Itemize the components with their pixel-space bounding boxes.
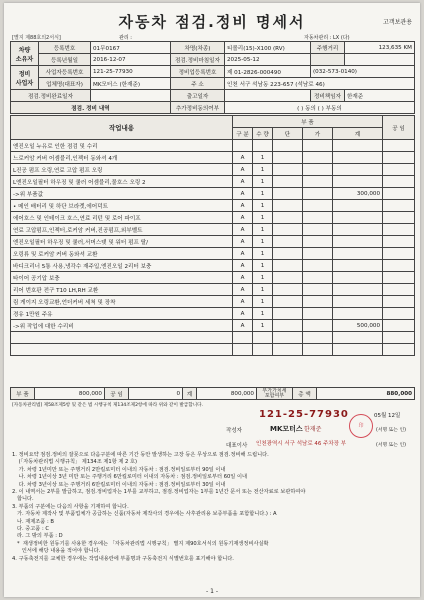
biz-no-label: 사업자등록번호 (39, 66, 91, 78)
price-cell (303, 320, 333, 332)
amount-cell (333, 236, 383, 248)
kind-cell: A (233, 212, 253, 224)
info-table (10, 41, 415, 114)
table-row (11, 296, 415, 308)
amount-cell (333, 164, 383, 176)
unit-cell (273, 164, 303, 176)
work-table (10, 115, 415, 356)
note-line: 가. 차령 1년미만 또는 주행거리 2만킬로미터 이내의 자동차 : 점검.정비일로부터 90일 이내 (12, 466, 226, 473)
labor-cell (383, 272, 415, 284)
work-cell: 엔진오일필터 하우징 및 쿨러,서머스탯 및 워터 펌프 탈/ (11, 236, 233, 248)
labor-cell (383, 212, 415, 224)
finish-date-value: 2025-05-12 (225, 54, 311, 66)
kind-cell (233, 332, 253, 344)
unit-cell (273, 248, 303, 260)
qty-cell: 1 (253, 308, 273, 320)
labor-cell (383, 284, 415, 296)
work-cell: • 메인 배터리 및 하단 브라켓,에어덕트 (11, 200, 233, 212)
kind-cell: A (233, 284, 253, 296)
note-line: (「자동차관리법 시행규칙」 제134조 제1항 제 2 호) (12, 459, 137, 466)
shop-reg-value: 제 01-2826-000490 (225, 66, 311, 78)
labor-cell (383, 320, 415, 332)
qty-cell: 1 (253, 152, 273, 164)
work-cell: 느로커암 커버 어셈블리,인젝터 동와셔 4개 (11, 152, 233, 164)
kind-cell: A (233, 152, 253, 164)
note-line: 다. 차령 3년이상 또는 주행거리 6만킬로미터 이내의 자동차 : 점검.정비일로부터 30일 이내 (12, 481, 226, 488)
price-cell (303, 212, 333, 224)
work-cell (11, 332, 233, 344)
labor-cell (383, 344, 415, 356)
vat-label: 부가가치세 포함여부 (257, 388, 293, 400)
amount-cell (333, 248, 383, 260)
amount-cell (333, 140, 383, 152)
mileage-value: 123,635 KM (345, 42, 415, 54)
table-row (11, 224, 415, 236)
table-row (11, 272, 415, 284)
kind-cell: A (233, 164, 253, 176)
note-line: 2. 이 내역서는 2부를 발급하고, 점검.정비업자는 1부를 교부하고, 점검.정비업자는 1부를 1년간 문서 또는 전산자료로 보관하여야 (12, 489, 306, 496)
labor-cell (383, 188, 415, 200)
unit-cell (273, 344, 303, 356)
price-cell (303, 248, 333, 260)
labor-cell (383, 152, 415, 164)
address-stamp: 인천광역시 서구 석남로 46 주차장 부 (256, 441, 347, 447)
worker-label: 점검.정비완료일자 (11, 90, 91, 102)
table-row (11, 332, 415, 344)
manager-label: 정비책임자 (311, 90, 345, 102)
kind-cell: A (233, 236, 253, 248)
table-row (11, 344, 415, 356)
price-cell (303, 200, 333, 212)
qty-cell: 1 (253, 260, 273, 272)
out-date-label: 출고일자 (171, 90, 225, 102)
qty-cell (253, 344, 273, 356)
qty-cell: 1 (253, 200, 273, 212)
shop-side-label: 정비 사업자 (11, 66, 39, 90)
price-cell (303, 152, 333, 164)
unit-cell (273, 176, 303, 188)
price-cell (303, 260, 333, 272)
parts-header: 부 품 (233, 116, 383, 128)
amount-cell (333, 200, 383, 212)
qty-cell: 1 (253, 248, 273, 260)
unit-cell (273, 188, 303, 200)
reg-no-label: 등록번호 (39, 42, 91, 54)
work-cell: ->위 작업에 대한 수리비 (11, 320, 233, 332)
note-line: * 재생정비한 원동기를 사용한 경우에는 「자동차관리법 시행규칙」 별지 제90호서식의 원동기재생정비사실확 (12, 540, 269, 547)
qty-cell: 1 (253, 272, 273, 284)
note-line: 가. 자동차 제작사 및 부품업체가 공급하는 신품(자동차 제작사의 경우에는 사후관리용 보증부품을 포함합니다.) : A (12, 511, 277, 518)
table-row (11, 152, 415, 164)
biz-no-value: 121-25-77930 (91, 66, 171, 78)
unit-cell (273, 224, 303, 236)
amount-cell (333, 332, 383, 344)
work-cell: 오링류 및 로커암 커버 동와셔 교환 (11, 248, 233, 260)
qty-cell: 1 (253, 320, 273, 332)
extra-consent-options: ( ) 동의 ( ) 부동의 (225, 102, 415, 114)
price-cell (303, 224, 333, 236)
labor-cell (383, 224, 415, 236)
price-cell (303, 164, 333, 176)
note-line: 합니다. (12, 496, 34, 503)
doc-number-label: 관리 : (119, 35, 132, 41)
qty-cell: 1 (253, 212, 273, 224)
table-row (11, 236, 415, 248)
kind-cell: A (233, 200, 253, 212)
amount-cell (333, 272, 383, 284)
labor-cell (383, 164, 415, 176)
note-line: 나. 재제조품 : B (12, 518, 54, 525)
work-cell: 타이어 공기압 보충 (11, 272, 233, 284)
kind-cell (233, 344, 253, 356)
unit-cell (273, 236, 303, 248)
work-cell: L진공 펌프 오링,연료 고압 펌프 오링 (11, 164, 233, 176)
total-header: 계 (333, 128, 383, 140)
table-row (11, 140, 415, 152)
kind-cell: A (233, 176, 253, 188)
mileage-label: 주행거리 (311, 42, 345, 54)
issue-date: 05월 12일 (374, 413, 401, 419)
qty-header: 수 량 (253, 128, 273, 140)
shop-phone: (032-573-0140) (311, 66, 415, 78)
work-cell: 바디크리너 5통 사용,냉각수 재주입,엔진오일 2리터 보충 (11, 260, 233, 272)
unit-cell (273, 284, 303, 296)
kind-cell: A (233, 320, 253, 332)
reg-date-label: 등록년월일 (39, 54, 91, 66)
work-cell: 연료 고압펌프,인젝터,로커암 커버,진공펌프,외부벨트 (11, 224, 233, 236)
kind-cell: A (233, 224, 253, 236)
labor-total-label: 공 임 (105, 388, 129, 400)
form-number: [별지 제88호의2서식] (12, 35, 61, 41)
work-cell: L엔진오일필터 하우징 및 쿨러 어셈블리,물호스 오링 2 (11, 176, 233, 188)
address-label: 주 소 (171, 78, 225, 90)
amount-cell (333, 260, 383, 272)
writer-label: 작성자 (226, 428, 242, 434)
table-row (11, 200, 415, 212)
table-row (11, 164, 415, 176)
extra-consent-label: 추가정비동의여부 (171, 102, 225, 114)
totals-table: 부 품 800,000 공 임 0 계 800,000 부가가치세 포함여부 총 액 880,000 (10, 387, 415, 400)
company-seal: 印 (349, 414, 373, 438)
labor-cell (383, 332, 415, 344)
stamp-shop-name: MK모터스 (270, 425, 303, 433)
note-line: 나. 차령 1년이상 3년 미만 또는 주행거리 6만킬로미터 이내의 자동차 : 점검.정비일로부터 60일 이내 (12, 474, 247, 481)
signature: 한재준 (304, 426, 322, 433)
page-footer: - 1 - (206, 588, 218, 595)
kind-cell (233, 140, 253, 152)
mid-total-value: 800,000 (197, 388, 257, 400)
finish-date-label: 점검.정비마침일자 (171, 54, 225, 66)
unit-cell (273, 200, 303, 212)
kind-cell: A (233, 308, 253, 320)
price-cell (303, 344, 333, 356)
parts-total-label: 부 품 (11, 388, 35, 400)
reg-no-value: 01무0167 (91, 42, 171, 54)
qty-cell: 1 (253, 236, 273, 248)
price-cell (303, 176, 333, 188)
work-cell: 림 게이지 오링교환,언더커버 세척 및 장착 (11, 296, 233, 308)
qty-cell: 1 (253, 224, 273, 236)
work-cell: 엔진오일 누유로 인한 점검 및 수리 (11, 140, 233, 152)
amount-cell (333, 212, 383, 224)
note-line: 인서에 해당 내용을 적어야 합니다. (12, 548, 101, 555)
labor-cell (383, 236, 415, 248)
labor-cell (383, 176, 415, 188)
note-line: 4. 구동축전지를 교체한 경우에는 작업내용란에 부품명과 구동축전지 식별번호를 표기해야 합니다. (12, 555, 234, 562)
shop-name-value: MK모터스 (한재준) (91, 78, 171, 90)
manager-value: 한재준 (345, 90, 415, 102)
unit-cell (273, 320, 303, 332)
legal-note: [자동차관리법] 제58조제5항 및 같은 법 시행규칙 제134조제2항에 따라 위와 같이 발급합니다. (12, 403, 203, 408)
qty-cell (253, 332, 273, 344)
note-line: 다. 중고품 : C (12, 526, 49, 533)
labor-cell (383, 140, 415, 152)
owner-side-label: 차량 소유자 (11, 42, 39, 66)
qty-cell: 1 (253, 284, 273, 296)
kind-cell: A (233, 188, 253, 200)
labor-cell (383, 308, 415, 320)
work-header: 작업내용 (11, 116, 233, 140)
unit-cell (273, 212, 303, 224)
price-cell (303, 140, 333, 152)
table-row (11, 212, 415, 224)
work-cell (11, 344, 233, 356)
work-cell: 경유 1만원 주유 (11, 308, 233, 320)
table-row (11, 284, 415, 296)
price-cell (303, 284, 333, 296)
qty-cell: 1 (253, 188, 273, 200)
kind-cell: A (233, 248, 253, 260)
table-row (11, 260, 415, 272)
unit-cell (273, 296, 303, 308)
sign-hint-1: (서명 또는 인) (376, 428, 406, 433)
shop-name-label: 업체명(대표자) (39, 78, 91, 90)
table-row (11, 188, 415, 200)
qty-cell: 1 (253, 176, 273, 188)
amount-cell: 500,000 (333, 320, 383, 332)
copy-tag: 고객보관용 (383, 19, 412, 26)
work-cell: ->위 부품값 (11, 188, 233, 200)
qty-cell: 1 (253, 164, 273, 176)
labor-cell (383, 248, 415, 260)
grand-total-value: 880,000 (317, 388, 415, 400)
work-cell: 리어 번호판 전구 T10 LH,RH 교환 (11, 284, 233, 296)
labor-header: 공 임 (383, 116, 415, 140)
table-row (11, 176, 415, 188)
kind-header: 구 분 (233, 128, 253, 140)
mid-total-label: 계 (183, 388, 197, 400)
labor-cell (383, 260, 415, 272)
price-cell (303, 332, 333, 344)
price-cell (303, 308, 333, 320)
unit-cell (273, 272, 303, 284)
shop-reg-label: 정비업등록번호 (171, 66, 225, 78)
car-name-value: 티볼리(15)-X100 (RV) (225, 42, 311, 54)
qty-cell: 1 (253, 296, 273, 308)
stamp-biz-no: 121-25-77930 (259, 409, 349, 420)
amount-cell (333, 152, 383, 164)
amount-cell (333, 224, 383, 236)
unit-cell (273, 332, 303, 344)
amount-cell (333, 344, 383, 356)
price-cell (303, 236, 333, 248)
kind-cell: A (233, 260, 253, 272)
kind-cell: A (233, 296, 253, 308)
amount-cell (333, 176, 383, 188)
kind-cell: A (233, 272, 253, 284)
vehicle-mgmt-label: 자동차관리 : LX (다) (304, 35, 350, 41)
qty-cell (253, 140, 273, 152)
unit-cell (273, 260, 303, 272)
document-title: 자동차 점검.정비 명세서 (118, 13, 306, 31)
unit-cell (273, 152, 303, 164)
unit-cell (273, 308, 303, 320)
parts-total-value: 800,000 (35, 388, 105, 400)
car-name-label: 차명(차종) (171, 42, 225, 54)
invoice-paper (4, 3, 420, 597)
unit-header: 단 (273, 128, 303, 140)
note-line: 라. 그 밖의 부품 : D (12, 533, 63, 540)
sign-hint-2: (서명 또는 인) (376, 443, 406, 448)
labor-cell (383, 296, 415, 308)
labor-cell (383, 200, 415, 212)
amount-cell (333, 284, 383, 296)
work-cell: 에어호스 및 인테이크 호스,연료 리턴 및 로어 파이프 (11, 212, 233, 224)
unit-cell (273, 140, 303, 152)
amount-cell (333, 296, 383, 308)
note-line: 3. 부품의 구분에는 다음의 사항을 기재하여 합니다. (12, 503, 129, 510)
detail-label: 점검. 정비 내역 (11, 102, 171, 114)
price-cell (303, 296, 333, 308)
notes-section (12, 452, 412, 563)
table-row (11, 320, 415, 332)
amount-cell: 300,000 (333, 188, 383, 200)
rep-label: 대표이사 (226, 443, 248, 449)
price-cell (303, 272, 333, 284)
price-cell (303, 188, 333, 200)
reg-date-value: 2016-12-07 (91, 54, 171, 66)
grand-total-label: 총 액 (293, 388, 317, 400)
table-row (11, 248, 415, 260)
note-line: 1. 정비요약 점검.정비의 잘못으로 다음구분에 따른 기간 동안 발생하는 고장 등은 무상으로 점검.정비해 드립니다. (12, 452, 269, 458)
address-value: 인천 서구 석남동 223-657 (석남로 46) (225, 78, 415, 90)
table-row (11, 308, 415, 320)
amount-cell (333, 308, 383, 320)
price-header: 가 (303, 128, 333, 140)
